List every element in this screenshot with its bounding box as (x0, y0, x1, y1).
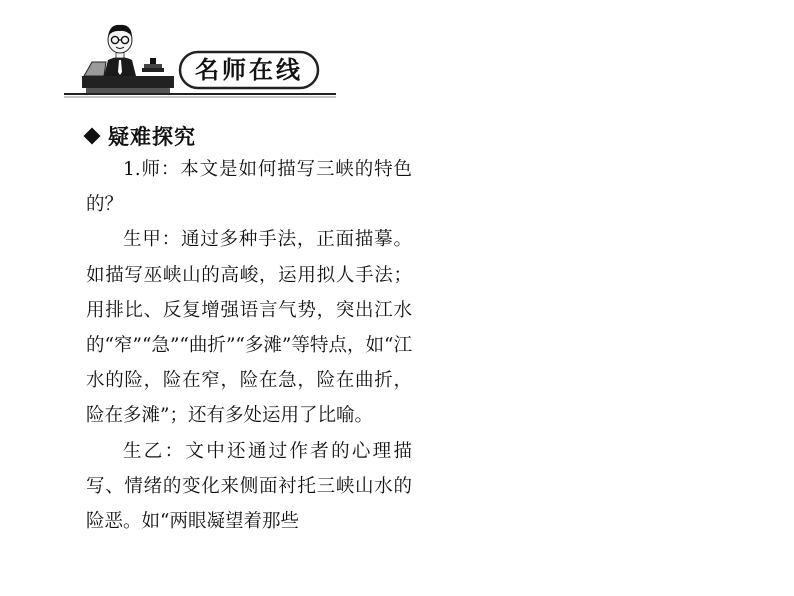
teacher-illustration (82, 25, 174, 94)
body-text (86, 152, 412, 539)
section-banner (64, 22, 340, 100)
section-heading (86, 121, 196, 151)
paragraph-question: 1.师：本文是如何描写三峡的特色的？ (86, 159, 412, 216)
section-heading-text: 疑难探究 (108, 125, 196, 149)
banner-title: 名师在线 (195, 56, 303, 84)
paragraph-student-a: 生甲：通过多种手法，正面描摹。如描写巫峡山的高峻，运用拟人手法；用排比、反复增强语言气势，突出江水的“窄”“急”“曲折”“多滩”等特点，如“江水的险，险在窄，险在急，险在曲折，险在多滩”；还有多处运用了比喻。 (86, 229, 412, 427)
diamond-bullet-icon (84, 128, 101, 145)
paragraph-student-b: 生乙：文中还通过作者的心理描写、情绪的变化来侧面衬托三峡山水的险恶。如“两眼凝望着那些 (86, 440, 412, 533)
